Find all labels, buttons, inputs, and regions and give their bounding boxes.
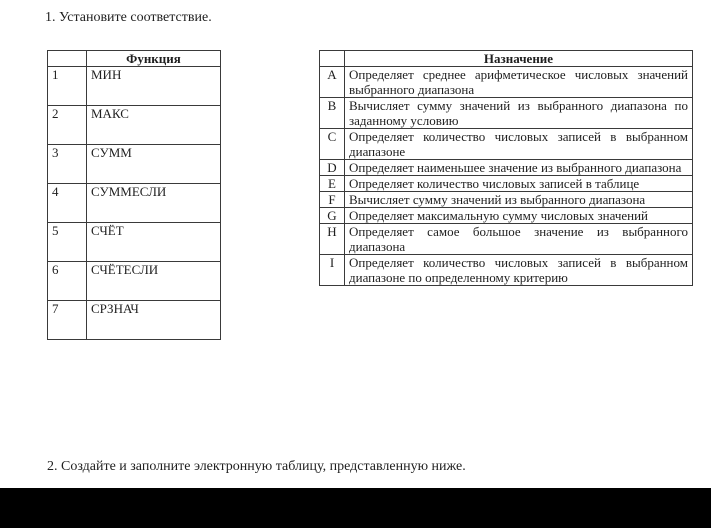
task-1-heading: 1. Установите соответствие. [45,10,212,25]
purpose-text: Определяет количество числовых записей в таблице [345,176,693,192]
function-name: СЧЁТ [87,223,221,262]
purpose-letter: C [320,129,345,160]
purpose-text: Вычисляет сумму значений из выбранного диапазона по заданному условию [345,98,693,129]
purpose-letter: B [320,98,345,129]
table-row [320,129,693,160]
table-row [320,208,693,224]
purpose-letter: G [320,208,345,224]
function-number: 7 [48,301,87,340]
table-row [320,67,693,98]
purpose-text: Вычисляет сумму значений из выбранного диапазона [345,192,693,208]
function-name: СЧЁТЕСЛИ [87,262,221,301]
function-number: 4 [48,184,87,223]
function-number: 1 [48,67,87,106]
function-name: СУММ [87,145,221,184]
table-row [320,255,693,286]
purpose-letter: I [320,255,345,286]
purpose-letter: D [320,160,345,176]
header-purpose: Назначение [345,51,693,67]
header-function: Функция [87,51,221,67]
purpose-text: Определяет наименьшее значение из выбранного диапазона [345,160,693,176]
function-name: МАКС [87,106,221,145]
table-row [320,176,693,192]
purpose-table [319,50,693,286]
purpose-letter: E [320,176,345,192]
table-row [320,160,693,176]
function-number: 3 [48,145,87,184]
table-row [48,106,221,145]
table-row [320,98,693,129]
purpose-letter: H [320,224,345,255]
function-number: 5 [48,223,87,262]
table-row [48,145,221,184]
table-row [48,67,221,106]
table-row [320,224,693,255]
function-name: СУММЕСЛИ [87,184,221,223]
table-header-row [320,51,693,67]
table-row [48,223,221,262]
purpose-text: Определяет количество числовых записей в выбранном диапазоне [345,129,693,160]
purpose-letter: F [320,192,345,208]
task-2-heading: 2. Создайте и заполните электронную таблицу, представленную ниже. [47,459,466,474]
function-name: СРЗНАЧ [87,301,221,340]
purpose-text: Определяет среднее арифметическое числовых значений выбранного диапазона [345,67,693,98]
table-row [48,184,221,223]
table-row [48,301,221,340]
purpose-text: Определяет самое большое значение из выбранного диапазона [345,224,693,255]
purpose-letter: A [320,67,345,98]
header-blank-cell [320,51,345,67]
header-blank-cell [48,51,87,67]
purpose-text: Определяет максимальную сумму числовых значений [345,208,693,224]
function-number: 6 [48,262,87,301]
functions-table [47,50,221,340]
table-row [48,262,221,301]
function-name: МИН [87,67,221,106]
table-header-row [48,51,221,67]
purpose-text: Определяет количество числовых записей в выбранном диапазоне по определенному критерию [345,255,693,286]
black-bottom-bar [0,488,711,528]
table-row [320,192,693,208]
function-number: 2 [48,106,87,145]
